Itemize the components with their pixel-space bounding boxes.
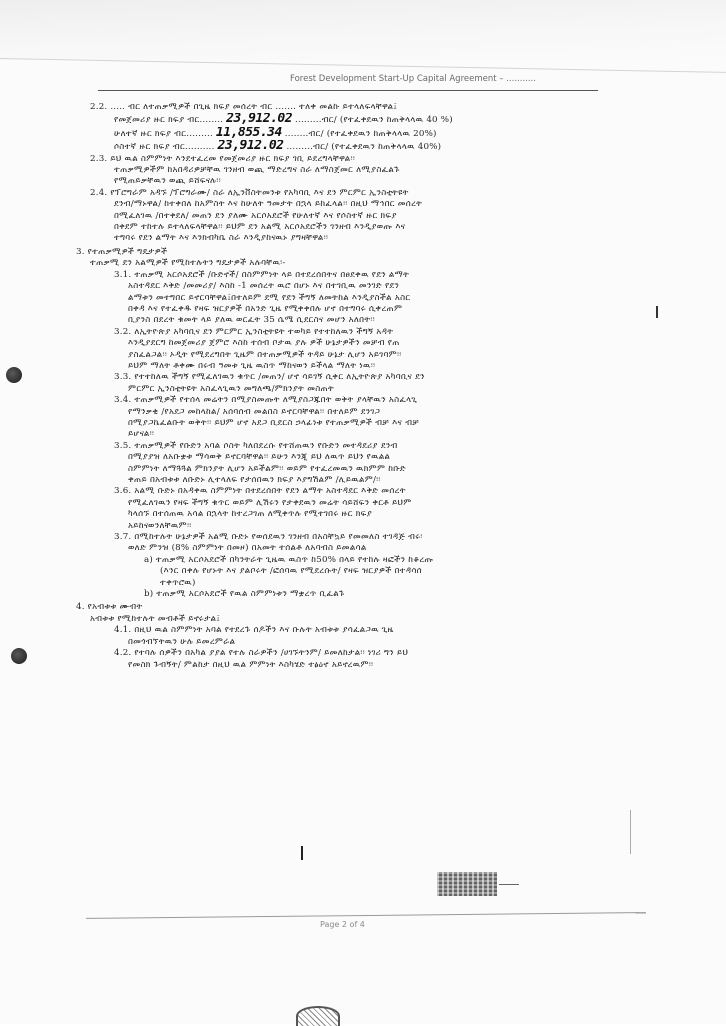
body-line: ተጠቃሚ ደን አልሚዎች የሚከተሉትን ግዴታዎች አሉባቸዉ፡-: [90, 258, 286, 269]
fold-edge: [0, 58, 726, 73]
body-line: b) ተጠቃሚ አርሶአደሮች የዉል ስምምነቱን ማቋረጥ ቢፈልጉ: [144, 589, 345, 600]
handwritten-amount: 23,912.02: [226, 113, 293, 127]
body-line: ምርምር ኢንስቲትዩት አስፈላጊዉን መግለጫ/ምክንያት መስጠት: [128, 383, 335, 394]
body-line: የሚፈለገዉን የዛፍ ችግኝ ቁጥር ወይም ሊሽሩን የታቀደዉን መሬት ሳይሸፍን ቀርቶ ይህም: [128, 497, 412, 508]
punch-hole: [11, 648, 27, 664]
body-line: አብቱቱ የሚከተሉት መብቶች ይኖሩታል፤: [90, 613, 221, 624]
header-rule: [98, 90, 598, 91]
body-line: በሚያያዝ ለአቡቋቱ ማሳወቅ ይኖርባቸዋል፡፡ ይሁን እንጂ ይህ ለዉጥ ይህን የዉልል: [128, 452, 391, 463]
body-line: 3.3. የተተከለዉ ችግኝ የሚፈለገዉን ቁጥር /መጠን/ ሆኖ ሳይገኝ ሲቀር ለኢትዮጵያ አካባቢና ደን: [114, 372, 425, 383]
body-line: 3.1. ተጠቃሚ አርሶአደሮች /ቡድኖች/ በስምምነት ላይ በተደረሰበትና በፀደቀዉ የደን ልማት: [114, 269, 410, 280]
body-line: አይከናወንለቸዉም፡፡: [128, 520, 192, 531]
body-line: (እንር በቀሉ የሆኑት እና ያልቦሩት /ፎሰባዉ የሚደረሱት/ የዛፍ ዝርያዎች በተዳሳሰ: [160, 566, 422, 577]
page-number: Page 2 of 4: [320, 920, 365, 929]
body-line: እንዲያደርግ ከመጀመሪያ ጀምሮ እስከ ተሰብ ቦታዉ ያሉ ዎች ሁኔታዎችን መቻብ የጠ: [128, 338, 400, 349]
body-line: ሶስተኛ ዙር ክፍያ ብር.......... 23,912.02 .........ብር/ (የተፈቀደዉን ከጠቅላላዉ 40%): [114, 140, 442, 154]
body-line: 4.2. የተባሉ ሰዎችን በአካል ያያል የተሉ ስራዎችን /ሀገኙትንም/ ይመለከታል፡፡ ነገሪ ግን ይህ: [114, 648, 409, 659]
body-line: በሚፈለገዉ /በተቀደለ/ መጠን ደን ያለሙ አርሶአደሮች የሁለተኛ እና የሶስተኛ ዙር ክፍያ: [114, 210, 397, 221]
body-line: 2.2. ..... ብር ለተጠቃሚዎች በጊዜ ክፍያ መሰረት ብር ....... ተለቀ መልኩ ይተላለፍላቸዋል፤: [90, 102, 398, 112]
body-line: 2.3. ይህ ዉል ስምምነት እንደተፈረመ የመጀመሪያ ዙር ክፍያ ገቢ ይደረግላቸዋል፡፡: [90, 153, 355, 164]
margin-mark: [656, 306, 658, 318]
body-line: ቀጠይ በአብቱቱ ለቡድኑ ሊተላለፍ የታሰበዉን ክፍያ እያግሽልም /ሊይዉልም/፡፡: [128, 475, 381, 485]
page-fold: [0, 0, 726, 60]
body-line: በቀዳ እና የተፈቀዱ የዛፍ ዝርያዎች በአንድ ጊዜ የሚቀቀበሉ ሆኖ በተግባሩ ሲቀረጠም: [128, 303, 403, 314]
handwritten-amount: 11,855.34: [215, 126, 282, 140]
body-line: አስተዳደር እቅድ /መመሪያ/ እስከ -1 መሰረት ዉሮ በሆኑ እና በተገቢዉ መንገድ የደን: [128, 281, 400, 292]
ink-smudge: [296, 1006, 340, 1026]
body-line: የማንቃቂ /የአደጋ መከላከል/ አሰባሰብ መልበስ ይኖርባቸዋል፡፡ በተለይም ደንገጋ: [128, 406, 381, 417]
body-line: 4.1. በዚህ ዉል ስምምነት አባል የተደረጉ ሰዶችን እና ቡሉት አብቱቱ ያሳፈልጋዉ ጊዜ: [114, 625, 394, 636]
punch-hole: [6, 367, 22, 383]
body-line: የመጀመሪያ ዙር ክፍያ ብር........ 23,912.02 .........ብር/ (የተፈቀደዉን ከጠቅላላዉ 40 %): [114, 113, 453, 127]
body-line: ተቀጥሮዉ): [160, 577, 196, 588]
body-line: ካላሰኙ በተሰጠዉ አሳል በኋላት ከተረጋገጠ ለሚቀጥሉ የሚተገበሩ ዙር ክፍያ: [128, 509, 373, 520]
body-line: የሚጠይቃቸዉን ወጪ ይሸፍናሉ፡፡: [114, 176, 221, 187]
running-header: Forest Development Start-Up Capital Agreement – ...........: [290, 74, 536, 84]
body-line: ስምምነት ለማጓጓል ምክንያት ሊሆን አይችልም፡፡ ወይም የተፈረመዉን ዉክምም ከቡድ: [128, 463, 406, 474]
body-line: በመጎብኘትዉን ሁሉ ይመረምራል: [128, 636, 236, 647]
stamp-line: [499, 884, 519, 885]
body-line: ያስፈልጋል፡፡ ኦዲት የሚደረግበት ጊዜም በተጠቃሚዎች ትዳይ ሁኔታ ሊሆን አይገባም፡፡: [128, 349, 402, 360]
body-line: በሚያጋኬፈልቡት ወቅት፡፡ ይህም ሆኖ አደጋ ቢደርስ ኃላፊነቱ የተጠቃሚዎች ብቻ እና ብቻ: [128, 417, 420, 428]
body-line: ሁለተኛ ዙር ክፍያ ብር......... 11,855.34 ........ብር/ (የተፈቀደዉን ከጠቅላላዉ 20%): [114, 126, 437, 140]
body-line: 3.6. አልሚ ቡድኑ በአዳቀዉ ስምምነት በተደረሰበት የደን ልማት አስተዳደር እቅድ መሰረት: [114, 486, 406, 497]
body-line: 3.7. በሚከተሉት ሁኔታዎች አልሚ ቡድኑ የወሰደዉን ገንዘብ በአስቸኳይ የመመለስ ተገዳጅ ብሩ፡: [114, 532, 423, 543]
barcode-stamp: [437, 872, 497, 896]
agreement-body: [76, 102, 626, 671]
body-line: ቢያንስ በደረት ቁመት ላይ ያለዉ ወርፈት 35 ሴሜ ሲደርስና መሆን አለበት፡፡: [128, 315, 375, 326]
body-line: 2.4. የፕሮግራም አዳኙ /ፕሮግራሙ/ ስራ ለኢንቨስትመንቱ የአካባቢ እና ደን ምርምር ኢንስቲትዩት: [90, 187, 409, 198]
body-line: ተጠቃሚዎችም ከአበዳሪዎቻቸዉ ገንዘብ ወጪ ማድረግና ስራ ለማስጀመር ለሚያስፈልጉ: [114, 165, 400, 176]
body-line: ወለድ ምንዝ (8% ስምምነት በመዞ) በአመት ተሰልቶ ለአባብስ ይመልሳል: [128, 543, 367, 554]
footer-rule: [86, 912, 646, 919]
body-line: ተግባሩ የደን ልማት እና እንክብካቤ ስራ እንዲያከናዉኑ ያግዛቸዋል፡፡: [114, 233, 329, 244]
body-line: a) ተጠቃሚ አርሶአደሮች በካንትራት ጊዜዉ ዉስጥ ከ50% በላይ የተከሉ ዛፎችን ከቆረጡ: [144, 554, 434, 565]
body-line: ደንብ/ማኑዋል/ ከተቀበለ ከአምስት እና ከሁለት ዓመታት በኋላ ይከፈላል፡፡ በዚህ ማኅበር መሰረት: [114, 199, 423, 210]
body-line: ይህም ማለት ቶቀሙ በሩብ ዓመቱ ጊዜ ዉስጥ ማከናወን ይችላል ማለት ነዉ፡፡: [128, 360, 376, 371]
body-line: ይሆናል፡፡: [128, 429, 155, 440]
body-line: 3.5. ተጠቃሚዎች የቡድን አባል ሶስት ካለበደረሱ የተሸጠዉን የቡድን መተዳደሪያ ደንብ: [114, 440, 398, 451]
margin-mark: [301, 846, 303, 860]
body-line: 3.2. ለኢትዮጵያ አካባቢና ደን ምርምር ኢንስቲትዩት ተወካይ የተተከለዉን ችግኝ አዳት: [114, 326, 394, 337]
body-line: በቀደም ተከተሉ ይተላለፍላቸዋል፡፡ ይህም ደን አልሚ አርሶአደሮችን ገንዘብ እንዲያወጡ እና: [114, 222, 406, 233]
body-line: ልማቱን መተግበር ይኖርባቸዋል፤በተለይም ደሚ የደን ችግኝ ለመትከል እንዲያስችል አስር: [128, 292, 411, 303]
margin-mark: [630, 810, 631, 854]
body-line: የመስክ ጉብኝት/ ምልከታ በዚህ ዉል ምምነት እስካሄድ ተፅዕኖ አይኖረዉም፡፡: [128, 659, 374, 670]
body-line: 3. የተጠቃሚዎች ግዴታዎች: [76, 246, 168, 257]
body-line: 4. የአብቱቱ ሙብት: [76, 602, 143, 613]
body-line: 3.4. ተጠቃሚዎች የተሰላ መሬትን በሚያስመጡት ለሚያስጋጁበት ወቅት ያላቸዉን አስፈላጊ: [114, 395, 418, 406]
handwritten-amount: 23,912.02: [217, 140, 284, 154]
